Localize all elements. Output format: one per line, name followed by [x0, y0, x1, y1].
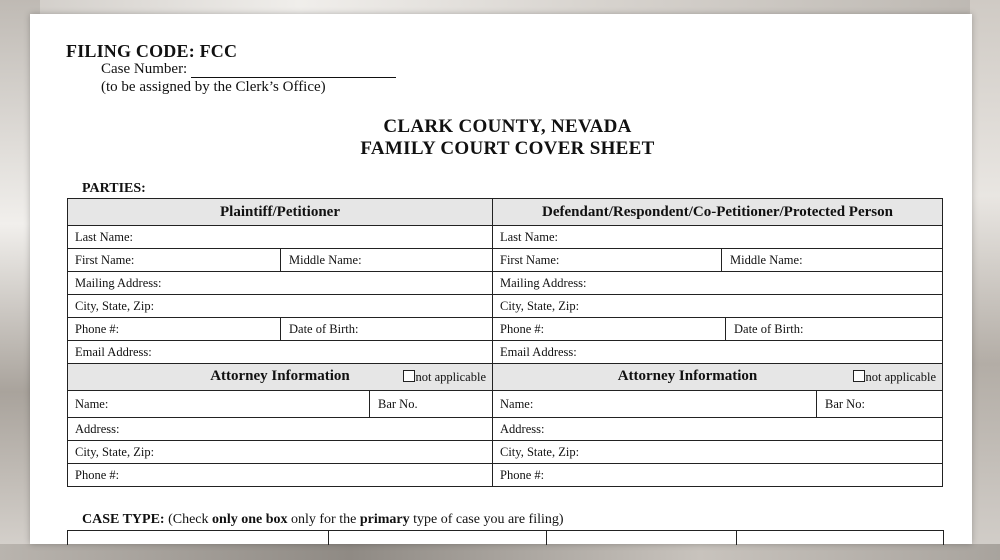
- defendant-last-name-field[interactable]: Last Name:: [493, 226, 943, 249]
- case-type-bold-1: only one box: [212, 512, 288, 527]
- defendant-heading: Defendant/Respondent/Co-Petitioner/Protected Person: [493, 199, 943, 226]
- case-type-table-top: [67, 530, 944, 545]
- parties-label: PARTIES:: [82, 181, 146, 196]
- plaintiff-not-applicable-checkbox[interactable]: [403, 370, 415, 382]
- plaintiff-phone-field[interactable]: Phone #:: [75, 321, 120, 336]
- case-type-divider: [736, 531, 737, 545]
- defendant-attorney-header: [493, 364, 943, 391]
- defendant-not-applicable[interactable]: [853, 370, 936, 385]
- assigned-note: (to be assigned by the Clerk’s Office): [101, 79, 326, 95]
- case-type-label: CASE TYPE:: [82, 512, 165, 527]
- case-type-text-1: (Check: [164, 512, 213, 527]
- defendant-bar-no-field[interactable]: Bar No:: [816, 391, 942, 417]
- case-type-divider: [328, 531, 329, 545]
- plaintiff-first-name-field[interactable]: First Name:: [75, 252, 135, 267]
- plaintiff-heading: Plaintiff/Petitioner: [68, 199, 493, 226]
- case-type-bold-2: primary: [359, 512, 410, 527]
- defendant-attorney-heading: Attorney Information: [617, 368, 758, 384]
- background-right: [970, 0, 1000, 560]
- background-top: [0, 0, 1000, 14]
- plaintiff-attorney-header: [68, 364, 493, 391]
- case-type-text-2: only for the: [287, 512, 360, 527]
- case-number-row: [101, 61, 396, 78]
- plaintiff-dob-field[interactable]: Date of Birth:: [280, 318, 492, 340]
- defendant-email-field[interactable]: Email Address:: [493, 341, 943, 364]
- defendant-phone-field[interactable]: Phone #:: [500, 321, 545, 336]
- defendant-attorney-phone-field[interactable]: Phone #:: [493, 464, 943, 487]
- defendant-attorney-name-field[interactable]: Name:: [500, 396, 534, 411]
- plaintiff-email-field[interactable]: Email Address:: [68, 341, 493, 364]
- defendant-first-name-field[interactable]: First Name:: [500, 252, 560, 267]
- case-type-text-3: type of case you are filing): [409, 512, 564, 527]
- plaintiff-bar-no-field[interactable]: Bar No.: [369, 391, 492, 417]
- plaintiff-attorney-address-field[interactable]: Address:: [68, 418, 493, 441]
- document-title-county: CLARK COUNTY, NEVADA: [383, 116, 632, 137]
- parties-table: [67, 198, 943, 487]
- plaintiff-city-state-zip-field[interactable]: City, State, Zip:: [68, 295, 493, 318]
- defendant-mailing-address-field[interactable]: Mailing Address:: [493, 272, 943, 295]
- plaintiff-attorney-name-field[interactable]: Name:: [75, 396, 109, 411]
- defendant-middle-name-field[interactable]: Middle Name:: [721, 249, 942, 271]
- plaintiff-attorney-phone-field[interactable]: Phone #:: [68, 464, 493, 487]
- background-bottom: [0, 544, 1000, 560]
- defendant-not-applicable-checkbox[interactable]: [853, 370, 865, 382]
- case-number-field[interactable]: [191, 63, 396, 78]
- plaintiff-mailing-address-field[interactable]: Mailing Address:: [68, 272, 493, 295]
- plaintiff-last-name-field[interactable]: Last Name:: [68, 226, 493, 249]
- plaintiff-attorney-heading: Attorney Information: [210, 368, 350, 384]
- defendant-attorney-city-field[interactable]: City, State, Zip:: [493, 441, 943, 464]
- document-title-form: FAMILY COURT COVER SHEET: [360, 138, 655, 159]
- filing-code: FILING CODE: FCC: [66, 41, 238, 61]
- case-type-divider: [546, 531, 547, 545]
- defendant-attorney-address-field[interactable]: Address:: [493, 418, 943, 441]
- plaintiff-middle-name-field[interactable]: Middle Name:: [280, 249, 492, 271]
- plaintiff-not-applicable-label: not applicable: [415, 370, 486, 384]
- defendant-city-state-zip-field[interactable]: City, State, Zip:: [493, 295, 943, 318]
- plaintiff-attorney-city-field[interactable]: City, State, Zip:: [68, 441, 493, 464]
- case-type-instruction: [82, 512, 564, 528]
- case-number-label: Case Number:: [101, 61, 188, 77]
- cover-sheet-document: [30, 14, 972, 544]
- plaintiff-not-applicable[interactable]: [403, 370, 486, 385]
- defendant-not-applicable-label: not applicable: [865, 370, 936, 384]
- defendant-dob-field[interactable]: Date of Birth:: [725, 318, 942, 340]
